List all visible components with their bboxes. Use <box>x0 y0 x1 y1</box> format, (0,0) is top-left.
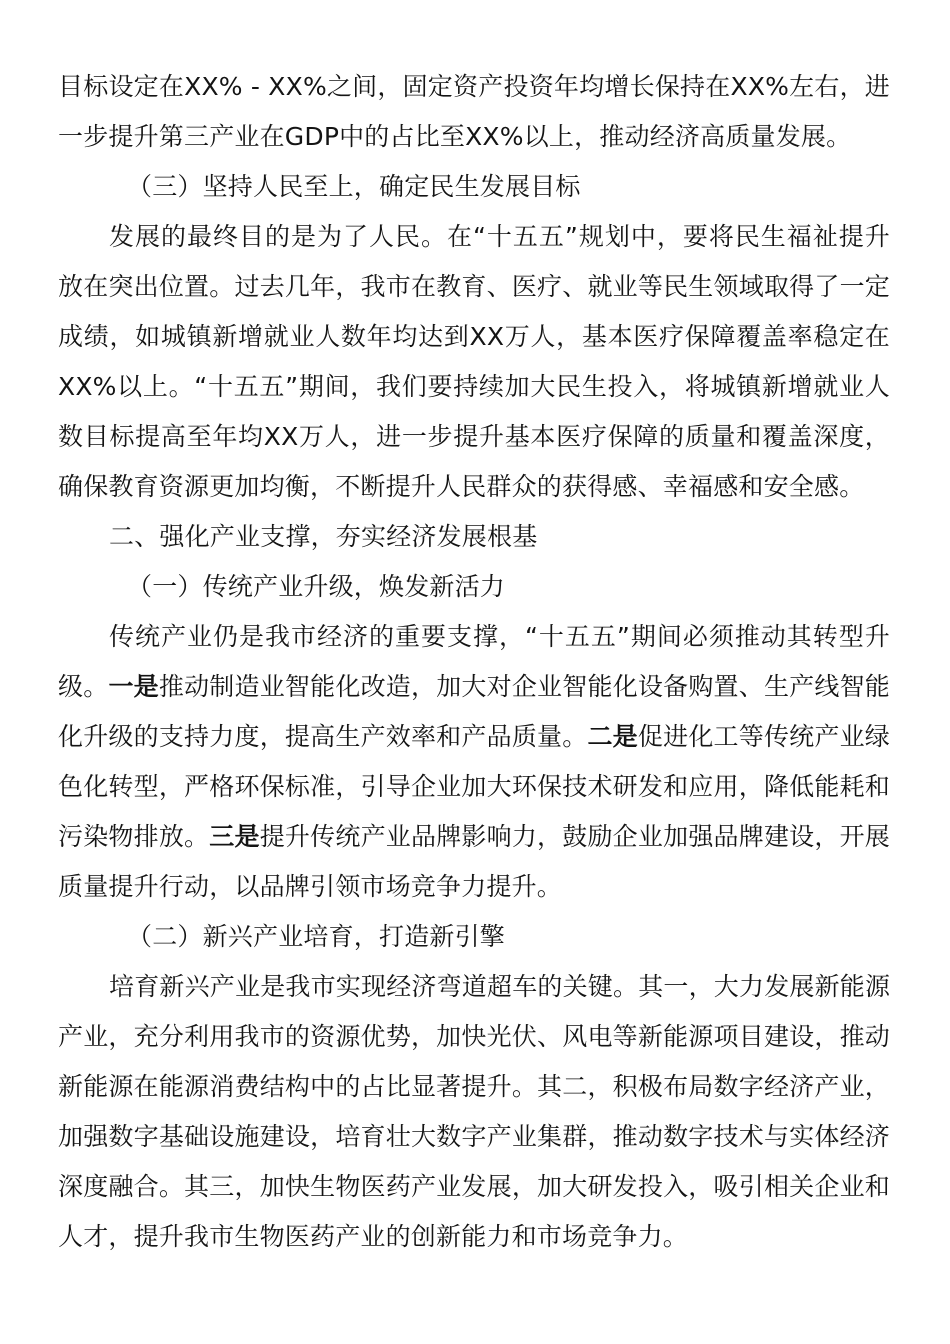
section-heading: （一）传统产业升级，焕发新活力 <box>127 572 506 601</box>
paragraph-line: 培育新兴产业是我市实现经济弯道超车的关键。其一，大力发展新能源 <box>109 972 891 1001</box>
bold-marker: 一是 <box>108 672 159 701</box>
paragraph-line: 新能源在能源消费结构中的占比显著提升。其二，积极布局数字经济产业， <box>58 1072 890 1101</box>
line-text: 污染物排放。 <box>58 822 210 851</box>
line-text: 化升级的支持力度，提高生产效率和产品质量。 <box>58 722 588 751</box>
paragraph-line: 质量提升行动，以品牌引领市场竞争力提升。 <box>58 872 563 901</box>
paragraph-line: 确保教育资源更加均衡，不断提升人民群众的获得感、幸福感和安全感。 <box>58 472 865 501</box>
paragraph-line: XX%以上。“十五五”期间，我们要持续加大民生投入，将城镇新增就业人 <box>58 372 890 401</box>
section-heading: （二）新兴产业培育，打造新引擎 <box>127 922 506 951</box>
paragraph-line <box>58 712 890 762</box>
paragraph-line: 传统产业仍是我市经济的重要支撑，“十五五”期间必须推动其转型升 <box>109 622 890 651</box>
paragraph-line: 目标设定在XX% - XX%之间，固定资产投资年均增长保持在XX%左右，进 <box>58 72 890 101</box>
paragraph-line: 数目标提高至年均XX万人，进一步提升基本医疗保障的质量和覆盖深度， <box>58 422 890 451</box>
bold-marker: 三是 <box>209 822 260 851</box>
paragraph-line: 发展的最终目的是为了人民。在“十五五”规划中，要将民生福祉提升 <box>109 222 890 251</box>
line-text: 促进化工等传统产业绿 <box>637 722 890 751</box>
paragraph-line: 深度融合。其三，加快生物医药产业发展，加大研发投入，吸引相关企业和 <box>58 1172 890 1201</box>
line-text: 提升传统产业品牌影响力，鼓励企业加强品牌建设，开展 <box>259 822 891 851</box>
paragraph-line <box>58 812 890 862</box>
paragraph-line: 人才，提升我市生物医药产业的创新能力和市场竞争力。 <box>58 1222 689 1251</box>
paragraph-line: 加强数字基础设施建设，培育壮大数字产业集群，推动数字技术与实体经济 <box>58 1122 890 1151</box>
chapter-heading: 二、强化产业支撑，夯实经济发展根基 <box>109 522 538 551</box>
paragraph-line: 产业，充分利用我市的资源优势，加快光伏、风电等新能源项目建设，推动 <box>58 1022 890 1051</box>
bold-marker: 二是 <box>587 722 638 751</box>
paragraph-line: 一步提升第三产业在GDP中的占比至XX%以上，推动经济高质量发展。 <box>58 122 852 151</box>
paragraph-line: 成绩，如城镇新增就业人数年均达到XX万人，基本医疗保障覆盖率稳定在 <box>58 322 890 351</box>
section-heading: （三）坚持人民至上，确定民生发展目标 <box>127 172 581 201</box>
paragraph-line: 色化转型，严格环保标准，引导企业加大环保技术研发和应用，降低能耗和 <box>58 772 890 801</box>
paragraph-line: 放在突出位置。过去几年，我市在教育、医疗、就业等民生领域取得了一定 <box>58 272 890 301</box>
line-text: 推动制造业智能化改造，加大对企业智能化设备购置、生产线智能 <box>158 672 891 701</box>
paragraph-line <box>58 662 890 712</box>
line-text: 级。 <box>58 672 109 701</box>
